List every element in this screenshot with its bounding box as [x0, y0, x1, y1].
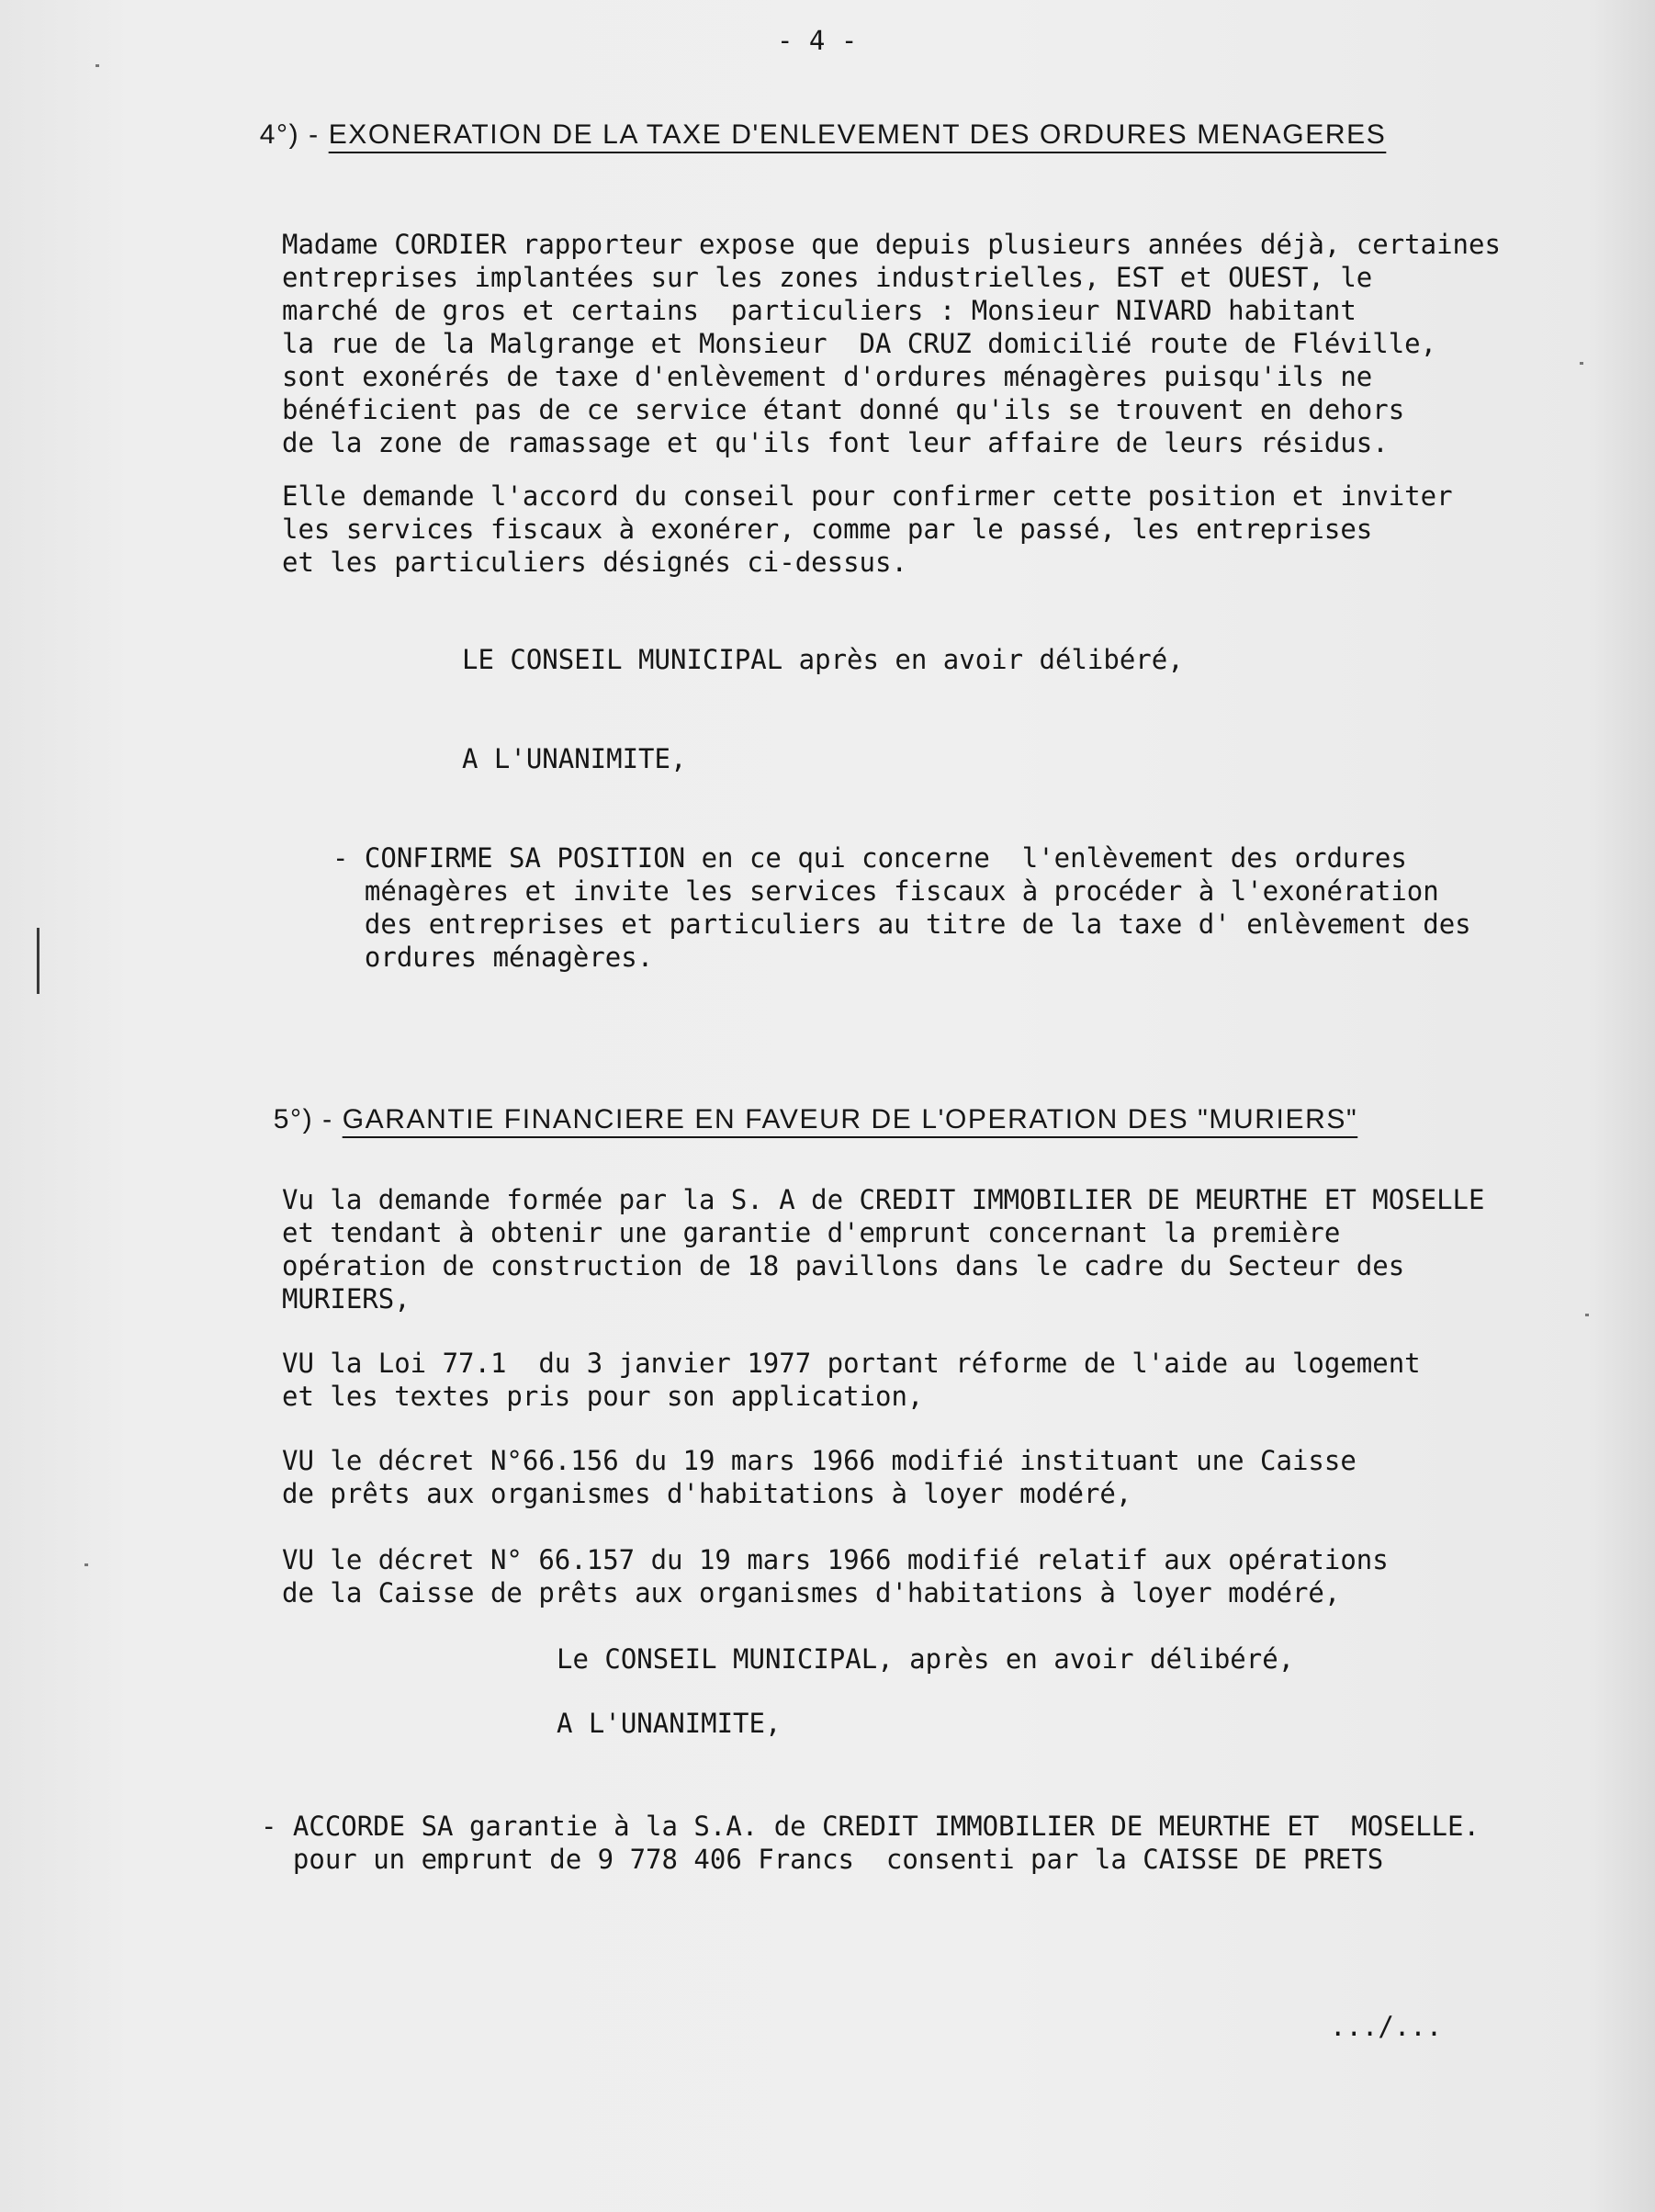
- text-line: VU la Loi 77.1 du 3 janvier 1977 portant réforme de l'aide au logement: [282, 1348, 1421, 1379]
- section-5-decree-1: [282, 1444, 1357, 1510]
- text-line: ordures ménagères.: [332, 942, 654, 973]
- text-line: pour un emprunt de 9 778 406 Francs consenti par la CAISSE DE PRETS: [261, 1844, 1384, 1875]
- section-4-council-statement: LE CONSEIL MUNICIPAL après en avoir délibéré,: [462, 644, 1184, 675]
- text-line: - CONFIRME SA POSITION en ce qui concerne l'enlèvement des ordures: [332, 842, 1407, 874]
- text-line: la rue de la Malgrange et Monsieur DA CRUZ domicilié route de Fléville,: [282, 328, 1437, 359]
- text-line: entreprises implantées sur les zones industrielles, EST et OUEST, le: [282, 262, 1373, 293]
- text-line: Madame CORDIER rapporteur expose que depuis plusieurs années déjà, certaines: [282, 229, 1501, 260]
- section-4-paragraph-2: [282, 480, 1453, 579]
- text-line: et les particuliers désignés ci-dessus.: [282, 547, 907, 578]
- text-line: des entreprises et particuliers au titre de la taxe d' enlèvement des: [332, 908, 1471, 940]
- text-line: et les textes pris pour son application,: [282, 1381, 924, 1412]
- text-line: ménagères et invite les services fiscaux à procéder à l'exonération: [332, 875, 1439, 907]
- text-line: - ACCORDE SA garantie à la S.A. de CREDIT IMMOBILIER DE MEURTHE ET MOSELLE.: [261, 1811, 1480, 1842]
- text-line: MURIERS,: [282, 1283, 411, 1315]
- text-line: Vu la demande formée par la S. A de CREDIT IMMOBILIER DE MEURTHE ET MOSELLE: [282, 1184, 1485, 1215]
- section-4-number: 4°) -: [259, 119, 320, 150]
- section-5-title: GARANTIE FINANCIERE EN FAVEUR DE L'OPERATION DES "MURIERS": [342, 1104, 1358, 1134]
- text-line: opération de construction de 18 pavillons dans le cadre du Secteur des: [282, 1250, 1405, 1281]
- scan-speck: [84, 1563, 88, 1566]
- section-5-council-statement: Le CONSEIL MUNICIPAL, après en avoir délibéré,: [557, 1643, 1295, 1675]
- section-4-decision: [332, 841, 1471, 974]
- text-line: marché de gros et certains particuliers : Monsieur NIVARD habitant: [282, 295, 1357, 326]
- continuation-mark: .../...: [1330, 2011, 1443, 2042]
- section-4-unanimity: A L'UNANIMITE,: [462, 743, 687, 774]
- section-4-paragraph-1: [282, 228, 1501, 459]
- text-line: VU le décret N°66.156 du 19 mars 1966 modifié instituant une Caisse: [282, 1445, 1357, 1476]
- text-line: de la zone de ramassage et qu'ils font leur affaire de leurs résidus.: [282, 427, 1389, 458]
- section-5-unanimity: A L'UNANIMITE,: [557, 1708, 782, 1739]
- text-line: Elle demande l'accord du conseil pour confirmer cette position et inviter: [282, 480, 1453, 512]
- section-4-heading: [223, 88, 1386, 182]
- section-5-law: [282, 1347, 1421, 1413]
- scan-speck: [1580, 362, 1583, 365]
- scan-speck: [96, 64, 99, 67]
- section-5-decision: [261, 1810, 1480, 1876]
- text-line: bénéficient pas de ce service étant donné qu'ils se trouvent en dehors: [282, 394, 1405, 425]
- section-5-request: [282, 1183, 1484, 1315]
- page-number: - 4 -: [777, 25, 858, 56]
- section-5-number: 5°) -: [273, 1104, 333, 1134]
- section-5-heading: [237, 1073, 1357, 1167]
- text-line: de la Caisse de prêts aux organismes d'habitations à loyer modéré,: [282, 1577, 1341, 1608]
- text-line: de prêts aux organismes d'habitations à loyer modéré,: [282, 1478, 1132, 1509]
- text-line: sont exonérés de taxe d'enlèvement d'ordures ménagères puisqu'ils ne: [282, 361, 1373, 392]
- scan-speck: [1585, 1314, 1589, 1316]
- section-5-decree-2: [282, 1543, 1389, 1609]
- text-line: les services fiscaux à exonérer, comme par le passé, les entreprises: [282, 514, 1373, 545]
- text-line: et tendant à obtenir une garantie d'emprunt concernant la première: [282, 1217, 1341, 1248]
- scan-edge-mark: [37, 928, 39, 994]
- text-line: VU le décret N° 66.157 du 19 mars 1966 modifié relatif aux opérations: [282, 1544, 1389, 1575]
- section-4-title: EXONERATION DE LA TAXE D'ENLEVEMENT DES ORDURES MENAGERES: [328, 119, 1387, 150]
